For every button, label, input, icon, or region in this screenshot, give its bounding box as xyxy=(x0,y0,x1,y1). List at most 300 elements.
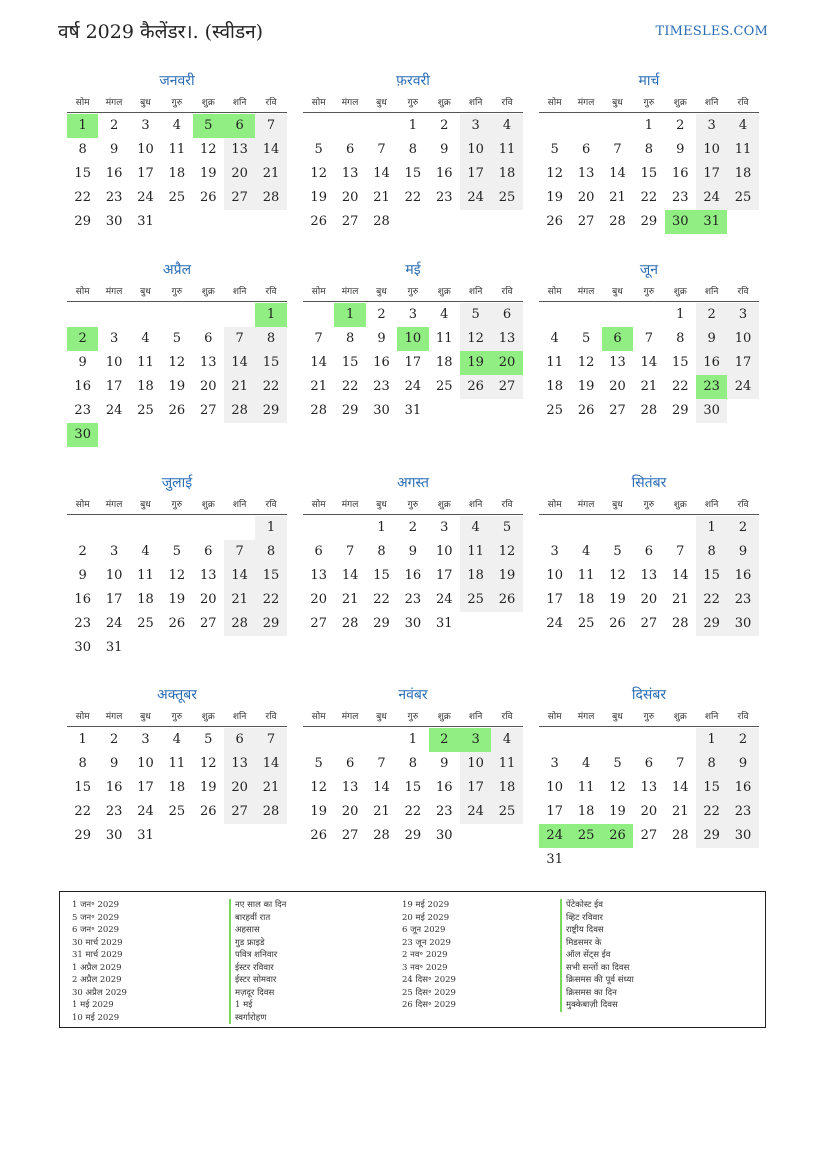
day-cell[interactable]: 20 xyxy=(310,592,327,607)
day-cell[interactable]: 21 xyxy=(373,804,390,819)
day-cell[interactable]: 1 xyxy=(696,728,727,752)
day-cell[interactable]: 24 xyxy=(105,616,123,631)
day-cell[interactable]: 23 xyxy=(105,190,123,205)
day-cell[interactable]: 17 xyxy=(696,162,727,186)
day-cell[interactable]: 6 xyxy=(644,544,653,559)
day-cell[interactable]: 20 xyxy=(609,379,626,394)
day-cell[interactable]: 4 xyxy=(581,544,591,559)
day-cell[interactable]: 6 xyxy=(314,544,323,559)
day-cell[interactable]: 15 xyxy=(341,355,359,370)
day-cell[interactable]: 17 xyxy=(137,780,154,795)
day-cell[interactable]: 2 xyxy=(377,307,386,322)
day-cell[interactable]: 18 xyxy=(491,776,522,800)
day-cell[interactable]: 20 xyxy=(224,776,255,800)
day-cell[interactable]: 5 xyxy=(550,142,559,157)
day-cell[interactable]: 30 xyxy=(105,214,123,229)
day-cell[interactable]: 5 xyxy=(314,756,323,771)
day-cell[interactable]: 7 xyxy=(255,114,286,138)
day-cell[interactable]: 28 xyxy=(640,403,658,418)
day-cell[interactable]: 6 xyxy=(491,303,522,327)
day-cell[interactable]: 3 xyxy=(141,732,150,747)
day-cell[interactable]: 22 xyxy=(404,804,422,819)
day-cell[interactable]: 15 xyxy=(640,166,658,181)
day-cell[interactable]: 15 xyxy=(74,166,91,181)
day-cell[interactable]: 16 xyxy=(105,166,123,181)
day-cell[interactable]: 28 xyxy=(671,616,689,631)
day-cell[interactable]: 25 xyxy=(577,616,595,631)
day-cell[interactable]: 11 xyxy=(168,142,186,157)
day-cell[interactable]: 19 xyxy=(310,804,327,819)
day-cell[interactable]: 14 xyxy=(341,568,359,583)
day-cell[interactable]: 13 xyxy=(341,166,359,181)
day-cell[interactable]: 20 xyxy=(640,804,658,819)
day-cell[interactable]: 13 xyxy=(199,355,217,370)
day-cell[interactable]: 20 xyxy=(577,190,595,205)
day-cell[interactable]: 25 xyxy=(137,616,154,631)
day-cell[interactable]: 15 xyxy=(255,564,286,588)
day-cell[interactable]: 4 xyxy=(141,544,150,559)
day-cell[interactable]: 22 xyxy=(404,190,422,205)
day-cell[interactable]: 13 xyxy=(577,166,595,181)
day-cell[interactable]: 13 xyxy=(640,568,658,583)
day-cell[interactable]: 11 xyxy=(491,138,522,162)
day-cell[interactable]: 8 xyxy=(644,142,653,157)
day-cell[interactable]: 20 xyxy=(199,592,217,607)
day-cell[interactable]: 27 xyxy=(341,214,359,229)
day-cell[interactable]: 26 xyxy=(609,616,626,631)
day-cell[interactable]: 21 xyxy=(341,592,359,607)
day-cell[interactable]: 25 xyxy=(168,190,186,205)
day-cell[interactable]: 30 xyxy=(727,824,758,848)
holiday-day[interactable]: 24 xyxy=(539,824,570,848)
day-cell[interactable]: 26 xyxy=(546,214,563,229)
day-cell[interactable]: 5 xyxy=(172,331,181,346)
day-cell[interactable]: 6 xyxy=(644,756,653,771)
day-cell[interactable]: 15 xyxy=(255,351,286,375)
day-cell[interactable]: 9 xyxy=(727,540,758,564)
day-cell[interactable]: 12 xyxy=(460,327,491,351)
day-cell[interactable]: 13 xyxy=(199,568,217,583)
day-cell[interactable]: 8 xyxy=(408,756,417,771)
day-cell[interactable]: 29 xyxy=(74,214,91,229)
day-cell[interactable]: 20 xyxy=(341,804,359,819)
day-cell[interactable]: 26 xyxy=(460,375,491,399)
day-cell[interactable]: 17 xyxy=(546,804,563,819)
day-cell[interactable]: 11 xyxy=(546,355,563,370)
day-cell[interactable]: 9 xyxy=(440,756,449,771)
day-cell[interactable]: 20 xyxy=(224,162,255,186)
day-cell[interactable]: 8 xyxy=(377,544,386,559)
day-cell[interactable]: 22 xyxy=(74,190,91,205)
day-cell[interactable]: 22 xyxy=(255,588,286,612)
day-cell[interactable]: 2 xyxy=(696,303,727,327)
day-cell[interactable]: 6 xyxy=(224,728,255,752)
day-cell[interactable]: 8 xyxy=(345,331,355,346)
day-cell[interactable]: 6 xyxy=(345,142,355,157)
day-cell[interactable]: 14 xyxy=(224,351,255,375)
holiday-day[interactable]: 1 xyxy=(255,303,286,327)
day-cell[interactable]: 3 xyxy=(727,303,758,327)
day-cell[interactable]: 19 xyxy=(199,166,217,181)
day-cell[interactable]: 29 xyxy=(640,214,658,229)
day-cell[interactable]: 2 xyxy=(727,728,758,752)
day-cell[interactable]: 28 xyxy=(373,214,390,229)
day-cell[interactable]: 2 xyxy=(78,544,87,559)
day-cell[interactable]: 4 xyxy=(460,516,491,540)
day-cell[interactable]: 20 xyxy=(199,379,217,394)
day-cell[interactable]: 1 xyxy=(408,732,417,747)
day-cell[interactable]: 5 xyxy=(314,142,323,157)
day-cell[interactable]: 22 xyxy=(74,804,91,819)
day-cell[interactable]: 16 xyxy=(74,592,91,607)
day-cell[interactable]: 27 xyxy=(224,186,255,210)
day-cell[interactable]: 23 xyxy=(404,592,422,607)
day-cell[interactable]: 16 xyxy=(435,780,453,795)
day-cell[interactable]: 24 xyxy=(435,592,453,607)
day-cell[interactable]: 29 xyxy=(341,403,359,418)
day-cell[interactable]: 22 xyxy=(640,190,658,205)
day-cell[interactable]: 27 xyxy=(491,375,522,399)
day-cell[interactable]: 1 xyxy=(377,520,386,535)
day-cell[interactable]: 22 xyxy=(696,588,727,612)
day-cell[interactable]: 14 xyxy=(224,564,255,588)
day-cell[interactable]: 6 xyxy=(204,544,213,559)
day-cell[interactable]: 7 xyxy=(377,142,386,157)
day-cell[interactable]: 9 xyxy=(727,752,758,776)
day-cell[interactable]: 14 xyxy=(373,780,390,795)
day-cell[interactable]: 24 xyxy=(105,403,123,418)
day-cell[interactable]: 23 xyxy=(74,616,91,631)
day-cell[interactable]: 9 xyxy=(696,327,727,351)
day-cell[interactable]: 29 xyxy=(255,399,286,423)
day-cell[interactable]: 29 xyxy=(255,612,286,636)
day-cell[interactable]: 21 xyxy=(224,375,255,399)
day-cell[interactable]: 19 xyxy=(168,379,186,394)
holiday-day[interactable]: 1 xyxy=(334,303,365,327)
day-cell[interactable]: 29 xyxy=(74,828,91,843)
day-cell[interactable]: 17 xyxy=(460,776,491,800)
day-cell[interactable]: 29 xyxy=(696,612,727,636)
day-cell[interactable]: 29 xyxy=(373,616,390,631)
day-cell[interactable]: 27 xyxy=(640,828,658,843)
holiday-day[interactable]: 6 xyxy=(224,114,255,138)
day-cell[interactable]: 28 xyxy=(310,403,327,418)
day-cell[interactable]: 4 xyxy=(141,331,150,346)
day-cell[interactable]: 1 xyxy=(644,118,653,133)
day-cell[interactable]: 2 xyxy=(676,118,685,133)
day-cell[interactable]: 8 xyxy=(696,752,727,776)
day-cell[interactable]: 21 xyxy=(255,162,286,186)
day-cell[interactable]: 25 xyxy=(460,588,491,612)
day-cell[interactable]: 7 xyxy=(345,544,355,559)
day-cell[interactable]: 15 xyxy=(74,780,91,795)
day-cell[interactable]: 3 xyxy=(550,756,559,771)
day-cell[interactable]: 14 xyxy=(255,138,286,162)
day-cell[interactable]: 25 xyxy=(546,403,563,418)
day-cell[interactable]: 4 xyxy=(581,756,591,771)
day-cell[interactable]: 25 xyxy=(491,800,522,824)
day-cell[interactable]: 3 xyxy=(408,307,417,322)
day-cell[interactable]: 19 xyxy=(546,190,563,205)
day-cell[interactable]: 11 xyxy=(435,331,453,346)
day-cell[interactable]: 11 xyxy=(137,355,154,370)
day-cell[interactable]: 18 xyxy=(546,379,563,394)
day-cell[interactable]: 17 xyxy=(460,162,491,186)
day-cell[interactable]: 26 xyxy=(199,804,217,819)
day-cell[interactable]: 18 xyxy=(491,162,522,186)
day-cell[interactable]: 1 xyxy=(255,516,286,540)
day-cell[interactable]: 9 xyxy=(109,142,119,157)
day-cell[interactable]: 21 xyxy=(310,379,327,394)
day-cell[interactable]: 14 xyxy=(640,355,658,370)
day-cell[interactable]: 26 xyxy=(577,403,595,418)
day-cell[interactable]: 3 xyxy=(141,118,150,133)
day-cell[interactable]: 25 xyxy=(491,186,522,210)
day-cell[interactable]: 20 xyxy=(341,190,359,205)
day-cell[interactable]: 6 xyxy=(204,331,213,346)
day-cell[interactable]: 16 xyxy=(373,355,390,370)
day-cell[interactable]: 3 xyxy=(109,544,119,559)
day-cell[interactable]: 31 xyxy=(105,640,123,655)
day-cell[interactable]: 8 xyxy=(676,331,685,346)
day-cell[interactable]: 28 xyxy=(255,800,286,824)
day-cell[interactable]: 3 xyxy=(109,331,119,346)
day-cell[interactable]: 26 xyxy=(199,190,217,205)
day-cell[interactable]: 7 xyxy=(644,331,653,346)
day-cell[interactable]: 23 xyxy=(727,588,758,612)
day-cell[interactable]: 6 xyxy=(345,756,355,771)
day-cell[interactable]: 8 xyxy=(696,540,727,564)
day-cell[interactable]: 20 xyxy=(640,592,658,607)
day-cell[interactable]: 25 xyxy=(435,379,453,394)
day-cell[interactable]: 10 xyxy=(696,138,727,162)
day-cell[interactable]: 24 xyxy=(404,379,422,394)
day-cell[interactable]: 6 xyxy=(581,142,591,157)
day-cell[interactable]: 16 xyxy=(435,166,453,181)
day-cell[interactable]: 18 xyxy=(435,355,453,370)
day-cell[interactable]: 16 xyxy=(727,564,758,588)
day-cell[interactable]: 21 xyxy=(640,379,658,394)
day-cell[interactable]: 31 xyxy=(137,828,154,843)
holiday-day[interactable]: 20 xyxy=(491,351,522,375)
day-cell[interactable]: 28 xyxy=(255,186,286,210)
day-cell[interactable]: 2 xyxy=(408,520,417,535)
day-cell[interactable]: 27 xyxy=(609,403,626,418)
day-cell[interactable]: 4 xyxy=(172,118,181,133)
day-cell[interactable]: 7 xyxy=(224,540,255,564)
day-cell[interactable]: 7 xyxy=(377,756,386,771)
day-cell[interactable]: 27 xyxy=(199,616,217,631)
day-cell[interactable]: 23 xyxy=(105,804,123,819)
holiday-day[interactable]: 2 xyxy=(429,728,460,752)
day-cell[interactable]: 4 xyxy=(727,114,758,138)
day-cell[interactable]: 18 xyxy=(168,780,186,795)
day-cell[interactable]: 15 xyxy=(404,780,422,795)
day-cell[interactable]: 12 xyxy=(168,355,186,370)
day-cell[interactable]: 18 xyxy=(137,592,154,607)
day-cell[interactable]: 13 xyxy=(341,780,359,795)
holiday-day[interactable]: 2 xyxy=(67,327,98,351)
day-cell[interactable]: 16 xyxy=(696,351,727,375)
day-cell[interactable]: 1 xyxy=(78,732,87,747)
day-cell[interactable]: 31 xyxy=(137,214,154,229)
day-cell[interactable]: 29 xyxy=(671,403,689,418)
day-cell[interactable]: 11 xyxy=(137,568,154,583)
day-cell[interactable]: 1 xyxy=(676,307,685,322)
holiday-day[interactable]: 30 xyxy=(67,423,98,447)
day-cell[interactable]: 28 xyxy=(671,828,689,843)
day-cell[interactable]: 13 xyxy=(224,752,255,776)
day-cell[interactable]: 31 xyxy=(404,403,422,418)
day-cell[interactable]: 19 xyxy=(577,379,595,394)
day-cell[interactable]: 10 xyxy=(460,138,491,162)
day-cell[interactable]: 2 xyxy=(440,118,449,133)
day-cell[interactable]: 28 xyxy=(224,612,255,636)
day-cell[interactable]: 14 xyxy=(255,752,286,776)
day-cell[interactable]: 12 xyxy=(199,142,217,157)
day-cell[interactable]: 25 xyxy=(168,804,186,819)
day-cell[interactable]: 26 xyxy=(168,403,186,418)
day-cell[interactable]: 10 xyxy=(435,544,453,559)
day-cell[interactable]: 18 xyxy=(577,592,595,607)
day-cell[interactable]: 15 xyxy=(373,568,390,583)
day-cell[interactable]: 9 xyxy=(109,756,119,771)
day-cell[interactable]: 4 xyxy=(491,114,522,138)
day-cell[interactable]: 10 xyxy=(546,568,563,583)
day-cell[interactable]: 12 xyxy=(609,568,626,583)
day-cell[interactable]: 22 xyxy=(696,800,727,824)
day-cell[interactable]: 15 xyxy=(696,564,727,588)
day-cell[interactable]: 12 xyxy=(199,756,217,771)
day-cell[interactable]: 12 xyxy=(310,780,327,795)
day-cell[interactable]: 10 xyxy=(460,752,491,776)
day-cell[interactable]: 19 xyxy=(491,564,522,588)
day-cell[interactable]: 30 xyxy=(74,640,91,655)
day-cell[interactable]: 5 xyxy=(613,756,622,771)
day-cell[interactable]: 21 xyxy=(671,804,689,819)
day-cell[interactable]: 18 xyxy=(137,379,154,394)
day-cell[interactable]: 24 xyxy=(137,190,154,205)
day-cell[interactable]: 11 xyxy=(727,138,758,162)
day-cell[interactable]: 13 xyxy=(491,327,522,351)
day-cell[interactable]: 10 xyxy=(105,355,123,370)
day-cell[interactable]: 13 xyxy=(224,138,255,162)
day-cell[interactable]: 29 xyxy=(404,828,422,843)
day-cell[interactable]: 9 xyxy=(408,544,417,559)
day-cell[interactable]: 19 xyxy=(199,780,217,795)
day-cell[interactable]: 5 xyxy=(204,732,213,747)
holiday-day[interactable]: 5 xyxy=(193,114,224,138)
day-cell[interactable]: 11 xyxy=(491,752,522,776)
day-cell[interactable]: 11 xyxy=(168,756,186,771)
day-cell[interactable]: 12 xyxy=(168,568,186,583)
day-cell[interactable]: 30 xyxy=(435,828,453,843)
holiday-day[interactable]: 23 xyxy=(696,375,727,399)
day-cell[interactable]: 10 xyxy=(105,568,123,583)
day-cell[interactable]: 5 xyxy=(581,331,591,346)
day-cell[interactable]: 12 xyxy=(577,355,595,370)
day-cell[interactable]: 18 xyxy=(460,564,491,588)
day-cell[interactable]: 2 xyxy=(109,118,119,133)
day-cell[interactable]: 18 xyxy=(168,166,186,181)
holiday-day[interactable]: 1 xyxy=(67,114,98,138)
holiday-day[interactable]: 19 xyxy=(460,351,491,375)
day-cell[interactable]: 16 xyxy=(671,166,689,181)
holiday-day[interactable]: 31 xyxy=(696,210,727,234)
day-cell[interactable]: 27 xyxy=(640,616,658,631)
day-cell[interactable]: 7 xyxy=(255,728,286,752)
day-cell[interactable]: 14 xyxy=(671,568,689,583)
day-cell[interactable]: 2 xyxy=(727,516,758,540)
day-cell[interactable]: 23 xyxy=(435,804,453,819)
day-cell[interactable]: 17 xyxy=(105,379,123,394)
day-cell[interactable]: 8 xyxy=(78,142,87,157)
day-cell[interactable]: 15 xyxy=(671,355,689,370)
day-cell[interactable]: 28 xyxy=(224,399,255,423)
day-cell[interactable]: 7 xyxy=(613,142,622,157)
day-cell[interactable]: 5 xyxy=(460,303,491,327)
day-cell[interactable]: 4 xyxy=(172,732,181,747)
holiday-day[interactable]: 3 xyxy=(460,728,491,752)
day-cell[interactable]: 2 xyxy=(109,732,119,747)
holiday-day[interactable]: 10 xyxy=(397,327,428,351)
day-cell[interactable]: 14 xyxy=(671,780,689,795)
day-cell[interactable]: 26 xyxy=(310,214,327,229)
day-cell[interactable]: 5 xyxy=(491,516,522,540)
day-cell[interactable]: 11 xyxy=(577,780,595,795)
day-cell[interactable]: 14 xyxy=(373,166,390,181)
day-cell[interactable]: 24 xyxy=(460,800,491,824)
day-cell[interactable]: 12 xyxy=(609,780,626,795)
day-cell[interactable]: 29 xyxy=(696,824,727,848)
day-cell[interactable]: 10 xyxy=(727,327,758,351)
day-cell[interactable]: 22 xyxy=(341,379,359,394)
day-cell[interactable]: 10 xyxy=(137,142,154,157)
day-cell[interactable]: 11 xyxy=(577,568,595,583)
day-cell[interactable]: 8 xyxy=(408,142,417,157)
day-cell[interactable]: 4 xyxy=(440,307,449,322)
day-cell[interactable]: 27 xyxy=(341,828,359,843)
day-cell[interactable]: 21 xyxy=(373,190,390,205)
day-cell[interactable]: 24 xyxy=(137,804,154,819)
day-cell[interactable]: 5 xyxy=(613,544,622,559)
day-cell[interactable]: 24 xyxy=(727,375,758,399)
day-cell[interactable]: 17 xyxy=(404,355,422,370)
day-cell[interactable]: 16 xyxy=(404,568,422,583)
day-cell[interactable]: 15 xyxy=(404,166,422,181)
day-cell[interactable]: 24 xyxy=(696,186,727,210)
day-cell[interactable]: 7 xyxy=(314,331,323,346)
day-cell[interactable]: 19 xyxy=(609,592,626,607)
day-cell[interactable]: 21 xyxy=(609,190,626,205)
day-cell[interactable]: 13 xyxy=(609,355,626,370)
day-cell[interactable]: 28 xyxy=(373,828,390,843)
day-cell[interactable]: 28 xyxy=(609,214,626,229)
holiday-day[interactable]: 25 xyxy=(570,824,601,848)
day-cell[interactable]: 22 xyxy=(373,592,390,607)
day-cell[interactable]: 9 xyxy=(676,142,685,157)
day-cell[interactable]: 21 xyxy=(671,592,689,607)
holiday-day[interactable]: 6 xyxy=(602,327,633,351)
day-cell[interactable]: 10 xyxy=(546,780,563,795)
day-cell[interactable]: 7 xyxy=(224,327,255,351)
day-cell[interactable]: 5 xyxy=(172,544,181,559)
day-cell[interactable]: 9 xyxy=(78,355,87,370)
day-cell[interactable]: 17 xyxy=(105,592,123,607)
day-cell[interactable]: 1 xyxy=(408,118,417,133)
day-cell[interactable]: 30 xyxy=(696,399,727,423)
day-cell[interactable]: 21 xyxy=(255,776,286,800)
